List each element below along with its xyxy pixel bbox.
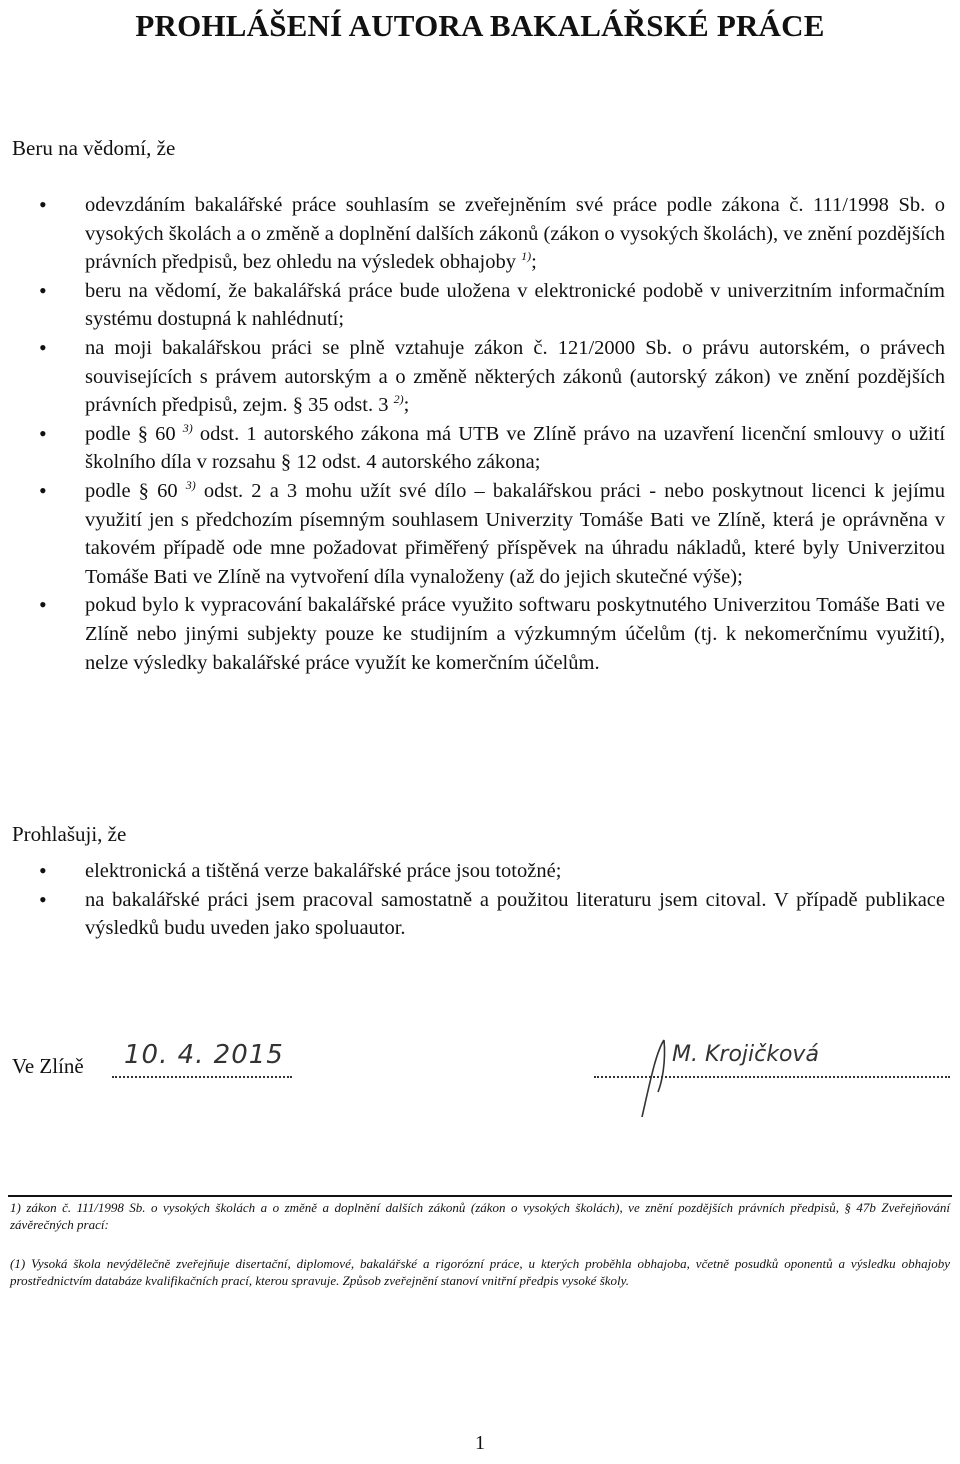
page-number: 1 [475, 1432, 485, 1454]
footnote-ref: 3) [182, 420, 193, 435]
footnote-divider [8, 1195, 952, 1197]
section1-intro: Beru na vědomí, že [12, 136, 176, 160]
footnote-ref: 3) [185, 478, 196, 493]
bullet-icon: • [39, 334, 47, 360]
list-item: • odevzdáním bakalářské práce souhlasím se zveřejněním své práce podle zákona č. 111/1998 Sb. o vysokých školách a o změně a doplnění dalších zákonů (zákon o vysokých školách), ve znění pozdějších právních předpisů, bez ohledu na výsledek obhajoby $^{1)}$; [39, 192, 945, 274]
list-item: • beru na vědomí, že bakalářská práce bude uložena v elektronické podobě v univerzitním informačním systému dostupná k nahlédnutí; [39, 277, 945, 331]
list-item: • pokud bylo k vypracování bakalářské práce využito softwaru poskytnutého Univerzitou Tomáše Bati ve Zlíně nebo jinými subjekty pouze ke studijním a výzkumným účelům (tj. k nekomerčnímu využití), nelze výsledky bakalářské práce využít ke komerčním účelům. [39, 592, 945, 674]
bullet-icon: • [39, 420, 47, 446]
section1-list [0, 191, 945, 677]
list-item: • podle § 60 $^{3)}$ odst. 1 autorského zákona má UTB ve Zlíně právo na uzavření licenční smlouvy o užití školního díla v rozsahu § 12 odst. 4 autorského zákona; [39, 420, 946, 474]
bullet-icon: • [39, 277, 47, 303]
section2-intro: Prohlašuji, že [12, 822, 127, 846]
bullet-icon: • [39, 477, 47, 503]
section2-list [0, 857, 945, 943]
signature-block [12, 1040, 952, 1110]
signature-place: Ve Zlíně [12, 1054, 84, 1078]
signature-handwritten: M. Krojičková [672, 1042, 819, 1067]
list-item: • podle § 60 $^{3)}$ odst. 2 a 3 mohu užít své dílo – bakalářskou práci - nebo poskytnout licenci k jejímu využití jen s předchozím písemným souhlasem Univerzity Tomáše Bati ve Zlíně, která je oprávněna v takovém případě ode mne požadovat přiměřený příspěvek na úhradu nákladů, které byly Univerzitou Tomáše Bati ve Zlíně na vytvoření díla vynaloženy (až do jejich skutečné výše); [39, 477, 945, 588]
bullet-icon: • [39, 592, 47, 618]
bullet-icon: • [39, 192, 47, 217]
date-dotted-line [112, 1076, 292, 1078]
footnote-ref: 2) [393, 392, 404, 407]
bullet-icon: • [39, 886, 47, 912]
footnote-1-text: (1) Vysoká škola nevýdělečně zveřejňuje disertační, diplomové, bakalářské a rigorózní práce, u kterých proběhla obhajoba, včetně posudků oponentů a výsledku obhajoby prostřednictvím databáze kvalifikačních prací, kterou spravuje. Způsob zveřejnění stanoví vnitřní předpis vysoké školy. [10, 1256, 950, 1288]
bullet-icon: • [39, 858, 47, 883]
footnote-1: 1) zákon č. 111/1998 Sb. o vysokých školách a o změně a doplnění dalších zákonů (zákon o vysokých školách), ve znění pozdějších právních předpisů, § 47b Zveřejňování závěrečných prací: [10, 1200, 950, 1232]
page-title: PROHLÁŠENÍ AUTORA BAKALÁŘSKÉ PRÁCE [135, 8, 825, 43]
signature-flourish-icon [612, 1022, 872, 1122]
list-item: • na moji bakalářskou práci se plně vztahuje zákon č. 121/2000 Sb. o právu autorském, o právech souvisejících s právem autorským a o změně některých zákonů (autorský zákon) ve znění pozdějších právních předpisů, zejm. § 35 odst. 3 $^{2)}$; [39, 334, 945, 417]
list-item: • na bakalářské práci jsem pracoval samostatně a použitou literaturu jsem citoval. V případě publikace výsledků budu uveden jako spoluautor. [39, 886, 945, 940]
footnote-ref: 1) [521, 249, 532, 264]
list-item: • elektronická a tištěná verze bakalářské práce jsou totožné; [0, 857, 945, 886]
signature-date: 10. 4. 2015 [124, 1040, 284, 1070]
